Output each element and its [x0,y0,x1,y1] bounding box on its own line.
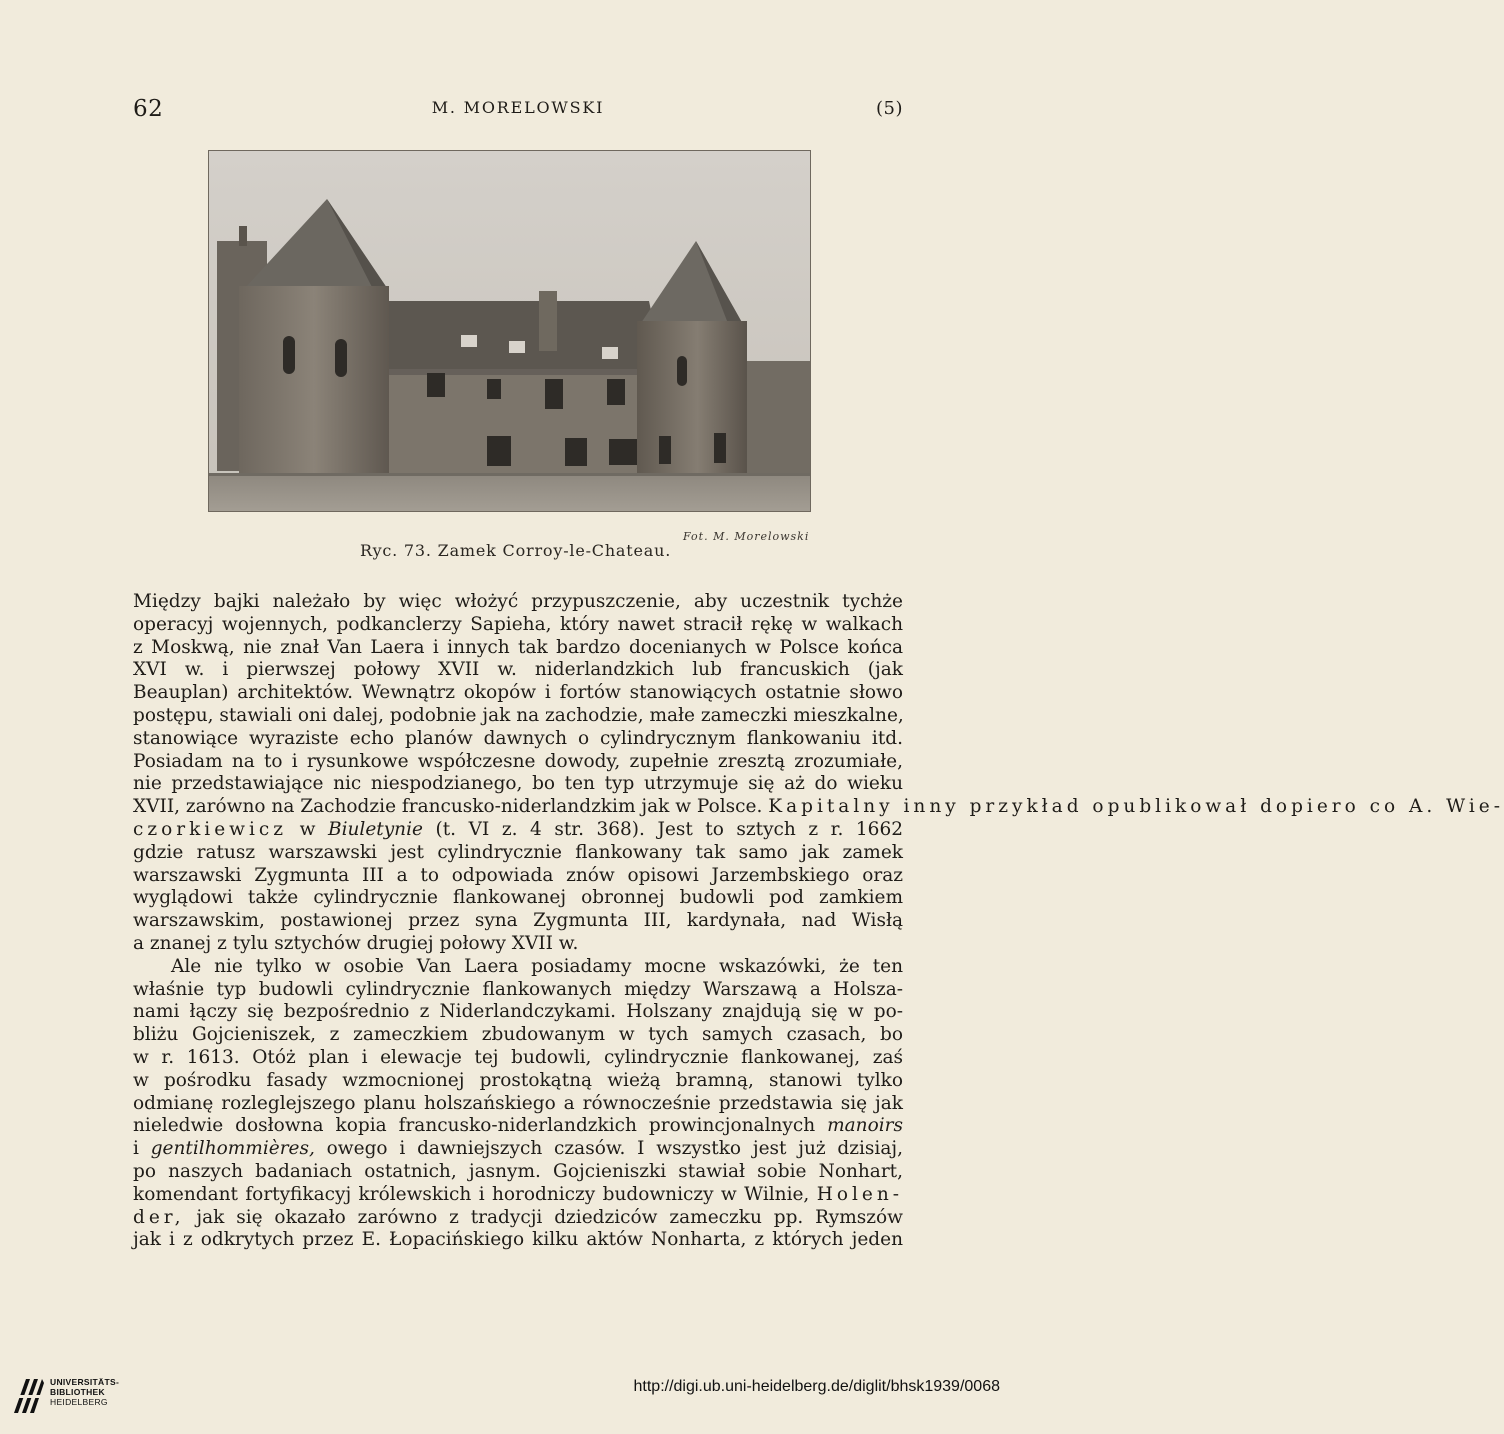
library-logo [12,1375,142,1417]
text-line: w r. 1613. Otóż plan i elewacje tej budowli, cylindrycznie flankowanej, zaś [133,1046,903,1068]
text-line: właśnie typ budowli cylindrycznie flankowanych między Warszawą a Holsza- [133,978,903,1000]
text-line: stanowiące wyraziste echo planów dawnych o cylindrycznym flankowaniu itd. [133,727,903,749]
text-line: jak i z odkrytych przez E. Łopacińskiego kilku aktów Nonharta, z których jeden [133,1229,903,1251]
text-span: nieledwie dosłowna kopia francusko-niderlandzkich prowincjonalnych [133,1115,816,1137]
text-line [133,796,1504,819]
photo-credit: Fot. M. Morelowski [683,530,810,543]
text-line [133,1184,903,1207]
journal-title: Biuletynie [328,818,423,840]
name-spaced: der, [133,1206,185,1228]
text-line [133,1138,903,1161]
text-span: w [299,818,316,840]
text-line [133,819,903,842]
text-line: Między bajki należało by więc włożyć przypuszczenie, aby uczestnik tychże [133,591,903,612]
foreign-term: manoirs [827,1115,903,1137]
text-line: warszawskim, postawionej przez syna Zygmunta III, kardynała, nad Wisłą [133,910,903,932]
text-line: Ale nie tylko w osobie Van Laera posiadamy mocne wskazówki, że ten [171,955,903,977]
author-name-spaced: czorkiewicz [133,818,288,840]
page-header [133,96,903,126]
text-line: wyglądowi także cylindrycznie flankowanej obronnej budowli pod zamkiem [133,887,903,909]
text-span: jak się okazało zarówno z tradycji dziedziców zameczku pp. Rymszów [196,1206,903,1228]
castle-illustration [209,151,810,511]
text-line: a znanej z tylu sztychów drugiej połowy XVII w. [133,932,579,954]
text-line: Beauplan) architektów. Wewnątrz okopów i fortów stanowiących ostatnie słowo [133,682,903,704]
spaced-text: Kapitalny inny przykład opublikował dopiero co A. Wie- [768,796,1504,818]
text-line: odmianę rozleglejszego planu holszańskiego a równocześnie przedstawia się jak [133,1092,903,1114]
text-line: Posiadam na to i rysunkowe współczesne dowody, zupełnie zresztą zrozumiałe, [133,750,903,772]
text-line: nie przedstawiające nic niespodzianego, bo ten typ utrzymuje się aż do wieku [133,773,903,795]
library-name [50,1377,119,1407]
figure-caption: Ryc. 73. Zamek Corroy-le-Chateau. [360,541,672,560]
text-span: owego i dawniejszych czasów. I wszystko jest już dzisiaj, [326,1138,903,1160]
text-line: XVI w. i pierwszej połowy XVII w. niderlandzkich lub francuskich (jak [133,659,903,681]
text-line: postępu, stawiali oni dalej, podobnie jak na zachodzie, małe zameczki mieszkalne, [133,704,904,726]
section-number: (5) [876,98,903,119]
text-line: warszawski Zygmunta III a to odpowiada znów opisowi Jarzembskiego oraz [133,864,903,886]
library-logo-icon [12,1375,46,1415]
text-line: bliżu Gojcieniszek, z zameczkiem zbudowanym w tych samych czasach, bo [133,1024,903,1046]
text-line: po naszych badaniach ostatnich, jasnym. Gojcieniszki stawiał sobie Nonhart, [133,1160,903,1182]
castle-photograph [208,150,811,512]
text-line: w pośrodku fasady wzmocnionej prostokątną wieżą bramną, stanowi tylko [133,1069,903,1091]
text-line: nami łączy się bezpośrednio z Niderlandczykami. Holszany znajdują się w po- [133,1001,903,1023]
text-span: (t. VI z. 4 str. 368). Jest to sztych z r. 1662 [435,818,903,840]
text-span: komendant fortyfikacyj królewskich i horodniczy budowniczy w Wilnie, [133,1183,810,1205]
running-title: M. MORELOWSKI [431,98,605,117]
name-spaced: Holen- [816,1183,904,1205]
text-line [133,1207,903,1230]
text-span: i [133,1138,139,1160]
body-text [133,591,1504,1252]
text-line: z Moskwą, nie znał Van Laera i innych tak bardzo docenianych w Polsce końca [133,636,903,658]
foreign-term: gentilhommières, [150,1138,315,1160]
page-number: 62 [133,96,164,122]
source-url-link[interactable]: http://digi.ub.uni-heidelberg.de/diglit/bhsk1939/0068 [633,1378,1000,1395]
library-name-line: BIBLIOTHEK [50,1387,105,1397]
library-name-line: UNIVERSITÄTS- [50,1377,120,1387]
text-line [133,1115,903,1138]
text-span: XVII, zarówno na Zachodzie francusko-niderlandzkim jak w Polsce. [133,796,763,818]
text-line: operacyj wojennych, podkanclerzy Sapieha, który nawet stracił rękę w walkach [133,613,903,635]
library-name-line: HEIDELBERG [50,1397,108,1407]
text-line: gdzie ratusz warszawski jest cylindrycznie flankowany tak samo jak zamek [133,841,903,863]
